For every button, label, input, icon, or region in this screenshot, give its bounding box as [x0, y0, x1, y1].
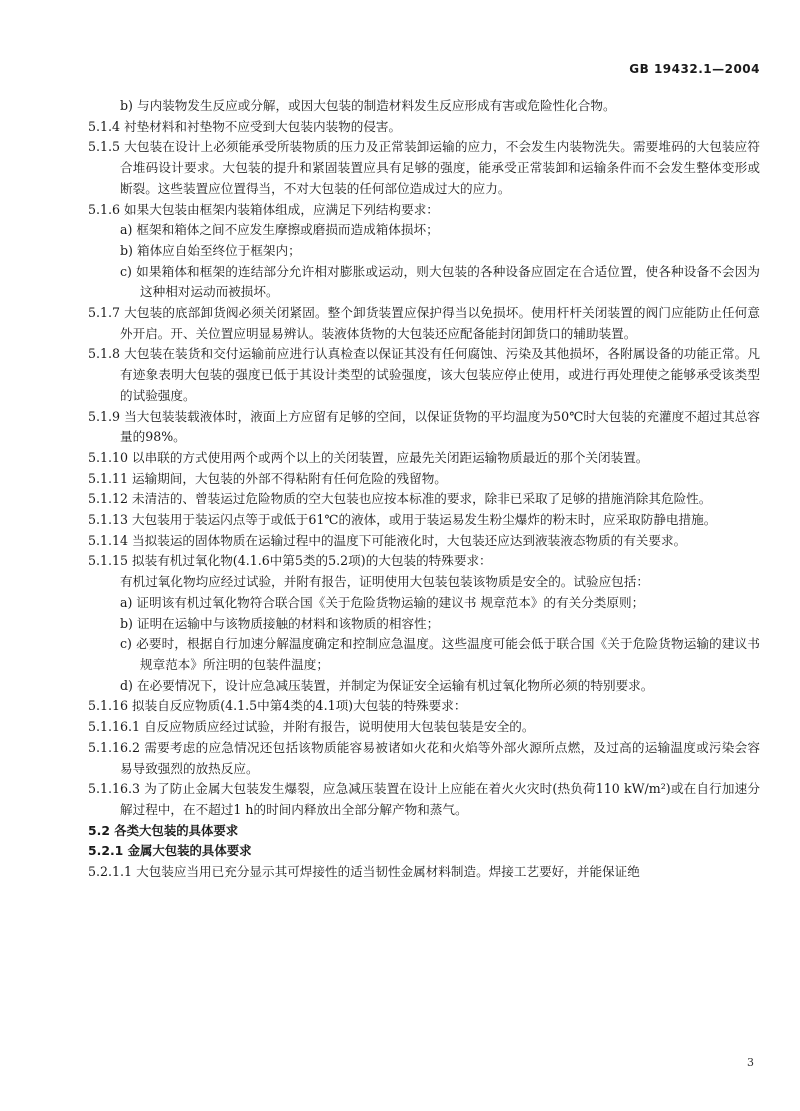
paragraph: 5.1.9 当大包装装载液体时，液面上方应留有足够的空间，以保证货物的平均温度为50℃时大包装的充灌度不超过其总容量的98%。 — [88, 408, 760, 445]
paragraph: 5.1.15 拟装有机过氧化物(4.1.6中第5类的5.2项)的大包装的特殊要求： — [88, 553, 492, 569]
paragraph: 5.1.16.2 需要考虑的应急情况还包括该物质能容易被诸如火花和火焰等外部火源所点燃，及过高的运输温度或污染会容易导致强烈的放热反应。 — [88, 739, 760, 776]
paragraph: 5.2.1.1 大包装应当用已充分显示其可焊接性的适当韧性金属材料制造。焊接工艺要好，并能保证绝 — [88, 864, 640, 880]
paragraph: 5.1.11 运输期间，大包装的外部不得粘附有任何危险的残留物。 — [88, 470, 447, 486]
paragraph: b) 箱体应自始至终位于框架内； — [120, 242, 301, 258]
paragraph: 5.1.5 大包装在设计上必须能承受所装物质的压力及正常装卸运输的应力，不会发生内装物洗失。需要堆码的大包装应符合堆码设计要求。大包装的提升和紧固装置应具有足够的强度，能承受正常装卸和运输条件而不会发生整体变形或断裂。这些装置应位置得当，不对大包装的任何部位造成过大的应力。 — [88, 139, 760, 196]
paragraph: c) 必要时，根据自行加速分解温度确定和控制应急温度。这些温度可能会低于联合国《关于危险货物运输的建议书 规章范本》所注明的包装件温度； — [120, 636, 760, 672]
section-heading: 5.2.1 金属大包装的具体要求 — [88, 843, 252, 859]
paragraph: 5.1.16.3 为了防止金属大包装发生爆裂，应急减压装置在设计上应能在着火火灾时(热负荷110 kW/m²)或在自行加速分解过程中，在不超过1 h的时间内释放出全部分解产物和蒸气。 — [88, 781, 760, 817]
paragraph: d) 在必要情况下，设计应急减压装置，并制定为保证安全运输有机过氧化物所必须的特别要求。 — [120, 677, 654, 693]
paragraph: a) 框架和箱体之间不应发生摩擦或磨损而造成箱体损坏； — [120, 222, 439, 238]
paragraph: 5.1.4 衬垫材料和衬垫物不应受到大包装内装物的侵害。 — [88, 118, 402, 134]
paragraph: 5.1.12 未清洁的、曾装运过危险物质的空大包装也应按本标准的要求，除非已采取了足够的措施消除其危险性。 — [88, 491, 712, 507]
body-text — [88, 96, 760, 883]
paragraph: b) 与内装物发生反应或分解，或因大包装的制造材料发生反应形成有害或危险性化合物。 — [120, 98, 616, 113]
paragraph: 5.1.6 如果大包装由框架内装箱体组成，应满足下列结构要求： — [88, 201, 439, 217]
paragraph: 5.1.10 以串联的方式使用两个或两个以上的关闭装置，应最先关闭距运输物质最近的那个关闭装置。 — [88, 449, 649, 465]
paragraph: 5.1.7 大包装的底部卸货阀必须关闭紧固。整个卸货装置应保护得当以免损坏。使用杆杆关闭装置的阀门应能防止任何意外开启。开、关位置应明显易辨认。装液体货物的大包装还应配备能封闭卸货口的辅助装置。 — [88, 305, 760, 341]
standard-code: GB 19432.1—2004 — [629, 62, 760, 76]
paragraph: c) 如果箱体和框架的连结部分允许相对膨胀或运动，则大包装的各种设备应固定在合适位置，使各种设备不会因为这种相对运动而被损坏。 — [120, 263, 760, 300]
paragraph: b) 证明在运输中与该物质接触的材料和该物质的相容性； — [120, 615, 440, 631]
paragraph: 5.1.13 大包装用于装运闪点等于或低于61℃的液体，或用于装运易发生粉尘爆炸的粉末时，应采取防静电措施。 — [88, 512, 717, 528]
paragraph: 5.1.8 大包装在装货和交付运输前应进行认真检查以保证其没有任何腐蚀、污染及其他损坏，各附属设备的功能正常。凡有迹象表明大包装的强度已低于其设计类型的试验强度，该大包装应停止使用，或进行再处理使之能够承受该类型的试验强度。 — [88, 346, 760, 403]
paragraph: 5.1.16.1 自反应物质应经过试验，并附有报告，说明使用大包装包装是安全的。 — [88, 719, 535, 735]
paragraph: a) 证明该有机过氧化物符合联合国《关于危险货物运输的建议书 规章范本》的有关分类原则； — [120, 594, 645, 610]
paragraph: 5.1.16 拟装自反应物质(4.1.5中第4类的4.1项)大包装的特殊要求： — [88, 698, 467, 714]
paragraph: 有机过氧化物均应经过试验，并附有报告，证明使用大包装包装该物质是安全的。试验应包括： — [120, 574, 649, 590]
page-number: 3 — [747, 1056, 754, 1069]
paragraph: 5.1.14 当拟装运的固体物质在运输过程中的温度下可能液化时，大包装还应达到液装液态物质的有关要求。 — [88, 532, 687, 548]
section-heading: 5.2 各类大包装的具体要求 — [88, 822, 239, 838]
